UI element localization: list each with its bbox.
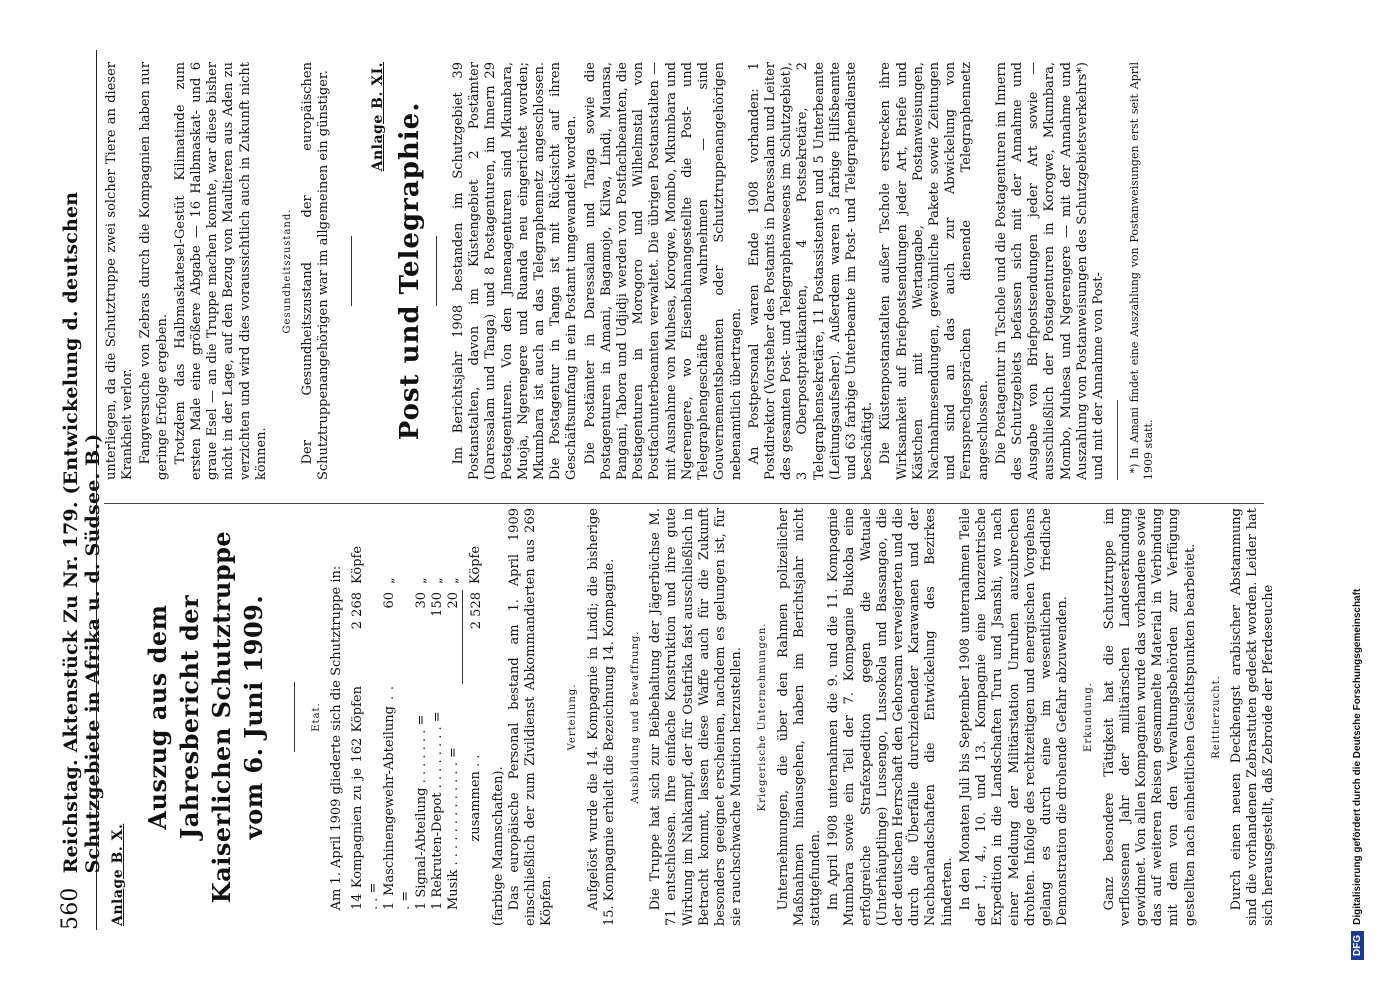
- personnel-paragraph: Das europäische Personal bestand am 1. April 1909 einschließlich der zum Zivildienst Abkommandierten aus 269 Köpfen.: [506, 508, 555, 926]
- troop-label: 1 Rekruten-Depot . . . . . . . . =: [429, 711, 445, 910]
- credit-text: Digitalisierung gefördert durch die Deutsche Forschungsgemeinschaft: [1351, 588, 1363, 925]
- post-paragraph: An Postpersonal waren Ende 1908 vorhanden: 1 Postdirektor (Vorsteher des Postamts in Daressalam und Leiter des gesamten Post- und Telegraphenwesens im Schutzgebiet), 3 Oberpostpraktikanten, 4 Postsekretäre, 2 Telegraphensekretäre, 11 Postassistenten und 5 Unterbeamte (Leitungsaufseher). Außerdem waren 3 farbige Hilfsbeamte und 63 farbige Unterbeamte im Post- und Telegraphendienste beschäftigt.: [746, 62, 876, 480]
- troop-table: [350, 532, 485, 912]
- troop-label: 14 Kompagnien zu je 162 Köpfen . . =: [349, 686, 381, 910]
- section-paragraph: Die Truppe hat sich zur Beibehaltung der Jägerbüchse M. 71 entschlossen. Ihre einfache Konstruktion und ihre gute Wirkung im Nahkampf, der für Ostafrika fast ausschließlich in Betracht kommt, lassen diese Waffe auch für die Zukunft besonders geeignet erscheinen, nachdem es gelungen ist, für sie rauchschwache Munition herzustellen.: [648, 508, 745, 926]
- troop-unit: „: [429, 577, 445, 584]
- right-column: [104, 62, 1156, 480]
- section-heading: Reittierzucht.: [1210, 675, 1222, 759]
- troop-total-unit: Köpfe: [468, 545, 484, 584]
- troop-label: 1 Signal-Abteilung . . . . . . . =: [413, 714, 429, 910]
- annex-label-bxi: Anlage B. XI.: [369, 62, 386, 172]
- footnote-rule: [1117, 400, 1118, 480]
- section-paragraph: Durch einen neuen Deckhengst arabischer Abstammung sind die vorhandenen Zebrastuten gedeckt worden. Leider hat sich herausgestellt, daß Zebroide der Pferdeseuche: [1228, 508, 1277, 926]
- continuation-paragraph: Trotzdem das Halbmaskatesel-Gestüt Kilimatinde zum ersten Male eine größere Abgabe — 16 Halbmaskat- und 6 graue Esel — an die Truppe machen konnte, war diese bisher nicht in der Lage, auf den Bezug von Maultieren aus Aden zu verzichten und wird dies voraussichtlich auch in Zukunft nicht können.: [172, 62, 269, 480]
- continuation-paragraph: unterliegen, da die Schutztruppe zwei solcher Tiere an dieser Krankheit verlor.: [104, 62, 136, 480]
- troop-label: Musik . . . . . . . . . . . . . =: [445, 747, 461, 910]
- section-heading: Verteilung.: [567, 683, 579, 751]
- section-heading: Erkundung.: [1083, 682, 1095, 752]
- footnote: *) In Amani findet eine Auszahlung von Postanweisungen erst seit April 1909 statt.: [1128, 62, 1156, 480]
- section-paragraph: Aufgelöst wurde die 14. Kompagnie in Lindi; die bisherige 15. Kompagnie erhielt die Bezeichnung 14. Kompagnie.: [585, 508, 617, 926]
- troop-unit: Köpfe: [349, 545, 365, 584]
- section-heading: Ausbildung und Bewaffnung.: [630, 630, 642, 804]
- left-column: [104, 508, 1278, 926]
- section-heading: Kriegerische Unternehmungen.: [757, 622, 769, 812]
- troop-label: 1 Maschinengewehr-Abteilung . . . =: [381, 686, 413, 910]
- dfg-logo: DFG: [1351, 931, 1364, 960]
- section-paragraph: Unternehmungen, die über den Rahmen polizeilicher Maßnahmen hinausgehen, haben im Berichtsjahr nicht stattgefunden.: [775, 508, 824, 926]
- troop-amount: 20: [445, 592, 461, 609]
- health-paragraph: Der Gesundheitszustand der europäischen Schutztruppenangehörigen war im allgemeinen ein günstiger.: [300, 62, 332, 480]
- troop-row: [430, 532, 446, 912]
- post-paragraph: Die Küstenpostanstalten außer Tschole erstrecken ihre Wirksamkeit auf Briefpostsendungen jeder Art, Briefe und Kästchen mit Wertangabe, Postanweisungen, Nachnahmesendungen, gewöhnliche Pakete sowie Zeitungen und sind an das auch zur Abwickelung von Fernsprechgesprächen dienende Telegraphennetz angeschlossen.: [878, 62, 991, 480]
- continuation-paragraph: Fangversuche von Zebras durch die Kompagnien haben nur geringe Erfolge ergeben.: [138, 62, 170, 480]
- troop-amount: 150: [429, 592, 445, 617]
- section-separator: [351, 236, 352, 306]
- troop-row: [414, 532, 430, 912]
- section-paragraph: In den Monaten Juli bis September 1908 unternahmen Teile der 1., 4., 10. und 13. Kompagnie eine konzentrische Expedition in die Landschaften Turu und Jsanshi, wo nach einer Meldung der Militärstation Unruhen auszubrechen drohten. Infolge des rechtzeitigen und energischen Vorgehens gelang es durch eine im wesentlichen friedliche Demonstration die drohende Gefahr abzuwenden.: [957, 508, 1071, 926]
- troop-amount: 2 268: [349, 592, 365, 630]
- post-telegraph-title: Post und Telegraphie.: [394, 101, 425, 441]
- title-separator: [294, 682, 295, 752]
- troop-row: [382, 532, 414, 912]
- troop-unit: „: [413, 577, 429, 584]
- troop-total-row: [462, 532, 485, 912]
- post-paragraph: Die Postagentur in Tschole und die Postagenturen im Innern des Schutzgebiets befassen sich mit der Annahme und Ausgabe von Briefpostsendungen jeder Art sowie — ausschließlich der Postagenturen in Korogwe, Mkumbara, Mombo, Muhesa und Ngerengere — mit der Annahme und Auszahlung von Postanweisungen des Schutzgebietsverkehrs*) und mit der Annahme von Post-: [993, 62, 1106, 480]
- title-separator: [436, 236, 437, 306]
- troop-row: [350, 532, 382, 912]
- troop-amount: 60: [381, 592, 397, 609]
- digitization-credit: [1346, 40, 1368, 960]
- post-paragraph: Die Postämter in Daressalam und Tanga sowie die Postagenturen in Amani, Bagamojo, Kilwa, Lindi, Muansa, Pangani, Tabora und Udjidji werden von Postfachbeamten, die Postagenturen in Morogoro und Wilhelmstal von Postfachunterbeamten verwaltet. Die übrigen Postanstalten — mit Ausnahme von Muhesa, Korogwe, Mombo, Mkumbara und Ngerengere, wo Eisenbahnangestellte die Post- und Telegraphengeschäfte wahrnehmen — sind Gouvernementsbeamten oder Schutztruppenangehörigen nebenamtlich übertragen.: [582, 62, 744, 480]
- column-divider: [104, 503, 1264, 504]
- etat-heading: Etat.: [311, 702, 323, 732]
- troop-total-amount: 2 528: [462, 590, 485, 684]
- troop-amount: 30: [413, 592, 429, 609]
- annex-label-bx: Anlage B. X.: [110, 823, 126, 926]
- troop-row: [446, 532, 463, 912]
- troop-total-note: (farbige Mannschaften).: [490, 766, 506, 926]
- running-header: [58, 50, 104, 930]
- troop-total-label: zusammen . .: [468, 754, 484, 842]
- troop-unit: „: [381, 577, 397, 584]
- report-title: Auszug aus dem Jahresbericht der Kaiserlichen Schutztruppe vom 6. Juni 1909.: [143, 530, 269, 904]
- health-heading: Gesundheitszustand.: [282, 208, 294, 334]
- section-paragraph: Im April 1908 unternahmen die 9. und die 11. Kompagnie Mumbara sowie ein Teil der 7. Kompagnie Bukoba eine erfolgreiche Strafexpedition gegen die Watuale (Unterhäuptlinge) Lussengo, Lussokola und Bassangao, die der deutschen Herrschaft den Gehorsam verweigerten und die durch die Überfälle durchziehender Karawanen und der Nachbarlandschaften die Entwickelung des Bezirkes hinderten.: [826, 508, 955, 926]
- section-paragraph: Ganz besondere Tätigkeit hat die Schutztruppe im verflossenen Jahr der militärischen Landeserkundung gewidmet. Von allen Kompagnien wurde das vorhandene sowie das auf weiteren Reisen gesammelte Material in Verbindung mit dem von den Verwaltungsbehörden zur Verfügung gestellten nach einheitlichen Gesichtspunkten bearbeitet.: [1101, 508, 1198, 926]
- running-head-title: Reichstag. Aktenstück Zu Nr. 179. (Entwickelung d. deutschen Schutzgebiete in Afrika u. d. Südsee. B.): [60, 191, 104, 874]
- header-rule: [96, 50, 97, 930]
- troop-unit: „: [445, 577, 461, 584]
- etat-intro: Am 1. April 1909 gliederte sich die Schutztruppe in:: [329, 565, 345, 911]
- page-number: 560: [58, 887, 83, 930]
- post-paragraph: Im Berichtsjahr 1908 bestanden im Schutzgebiet 39 Postanstalten, davon im Küstengebiet 2 Postämter (Daressalam und Tanga) und 8 Postagenturen, im Innern 29 Postagenturen. Von den Jnnenagenturen sind Mkumbara, Muoja, Ngerengere und Ruanda neu eingerichtet worden; Mkumbara ist auch an das Telegraphennetz angeschlossen. Die Postagentur in Tanga ist mit Rücksicht auf ihren Geschäftsumfang in ein Postamt umgewandelt worden.: [451, 62, 580, 480]
